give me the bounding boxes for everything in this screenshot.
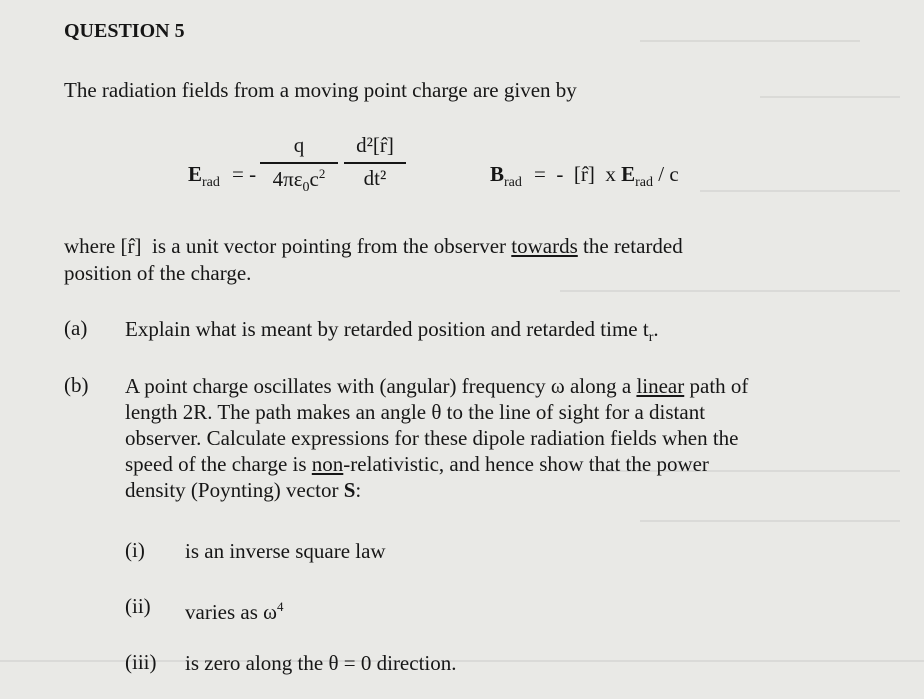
fraction-bar (344, 162, 406, 164)
part-b-line-4: speed of the charge is non-relativistic, and hence show that the power (125, 452, 709, 476)
derivative-denominator: dt² (363, 166, 387, 190)
part-b-line-1: A point charge oscillates with (angular) frequency ω along a linear path of (125, 374, 749, 398)
part-b-line-3: observer. Calculate expressions for these dipole radiation fields when the (125, 426, 739, 450)
derivative-fraction (344, 133, 406, 197)
part-a-text: Explain what is meant by retarded position and retarded time $t_r$. (125, 317, 659, 345)
b-rad-equation (490, 133, 720, 203)
e-rad-equation (188, 133, 418, 203)
charge-numerator: q (293, 133, 305, 157)
e-equals-minus: = - (232, 162, 257, 186)
subpart-iii-label: (iii) (125, 650, 157, 674)
charge-fraction (260, 133, 338, 197)
e-symbol: $E_{rad}$ (188, 162, 220, 190)
derivative-numerator: d²[r̂] (356, 133, 394, 157)
subpart-iii-text: is zero along the θ = 0 direction. (185, 651, 457, 675)
subpart-i-text: is an inverse square law (185, 539, 386, 563)
b-rhs: = - [r̂] x $E_{rad}$ / c (534, 162, 679, 190)
part-a-label: (a) (64, 316, 88, 340)
question-heading: QUESTION 5 (64, 20, 185, 42)
where-line-2: position of the charge. (64, 261, 252, 285)
charge-denominator: $4\pi\varepsilon_0c^2$ (272, 166, 326, 195)
subpart-ii-text: varies as $\omega^4$ (185, 599, 284, 624)
b-symbol: $B_{rad}$ (490, 162, 522, 190)
subpart-ii-label: (ii) (125, 594, 151, 618)
where-line-1: where [r̂] is a unit vector pointing from the observer towards the retarded (64, 234, 683, 258)
part-b-line-5: density (Poynting) vector S: (125, 478, 362, 502)
part-b-line-2: length 2R. The path makes an angle θ to the line of sight for a distant (125, 400, 706, 424)
intro-text: The radiation fields from a moving point charge are given by (64, 78, 577, 102)
subpart-i-label: (i) (125, 538, 145, 562)
part-b-label: (b) (64, 373, 89, 397)
fraction-bar (260, 162, 338, 164)
